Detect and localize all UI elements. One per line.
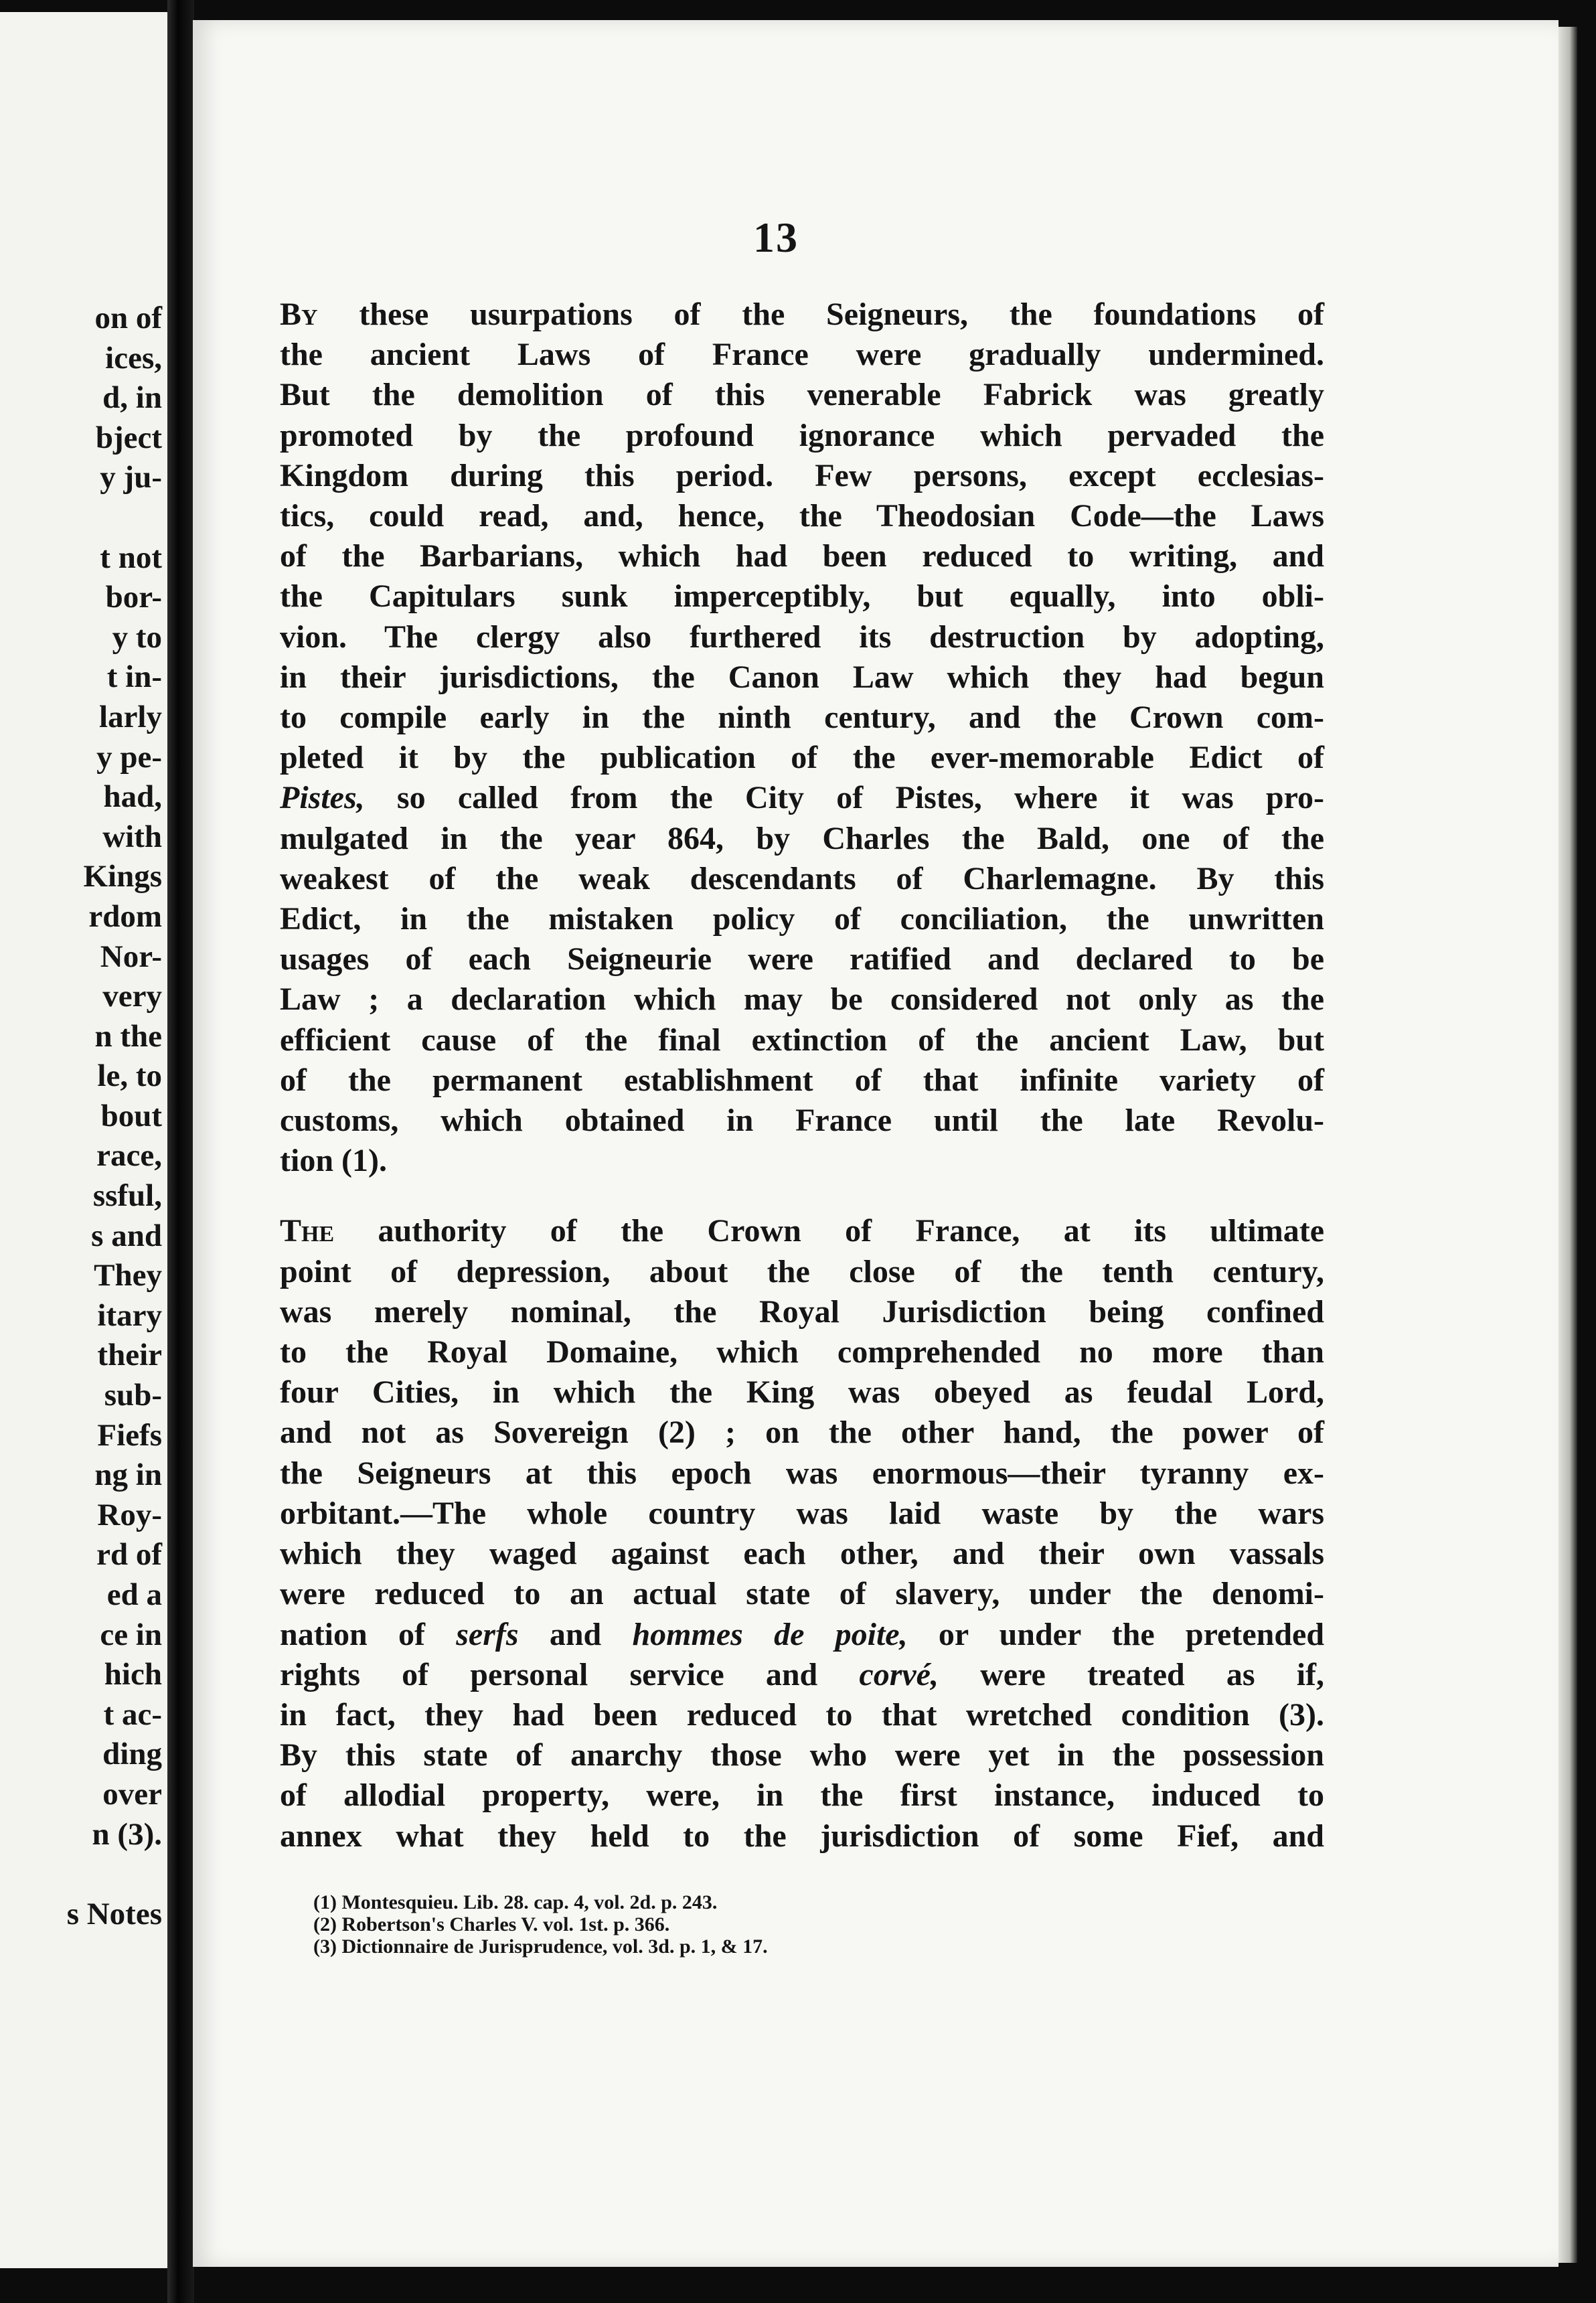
italic-term: Pistes, (280, 780, 365, 816)
left-page-fragment: their (97, 1338, 162, 1373)
text-line (280, 1655, 1324, 1695)
left-page-text-fragments (1, 299, 162, 1934)
footnote: (3) Dictionnaire de Jurisprudence, vol. 3d. p. 1, & 17. (313, 1935, 768, 1958)
paragraph-1 (280, 295, 1324, 1181)
left-page-fragment: race, (96, 1138, 162, 1174)
left-page-fragment: rdom (88, 898, 162, 934)
text-line: Law ; a declaration which may be considered not only as the (280, 981, 1324, 1018)
left-page-fragment: had, (103, 779, 162, 815)
left-page-fragment: n (3). (92, 1816, 162, 1852)
italic-term: serfs (456, 1616, 519, 1652)
line-text: and (549, 1616, 602, 1652)
left-page-fragment: y to (112, 619, 162, 655)
line-text: rights of personal service and (280, 1656, 818, 1692)
left-page-fragment: bor- (105, 580, 162, 615)
text-line: vion. The clergy also furthered its destruction by adopting, (280, 619, 1324, 655)
page-number: 13 (753, 214, 799, 261)
text-line: promoted by the profound ignorance which pervaded the (280, 417, 1324, 453)
text-line: usages of each Seigneurie were ratified and declared to be (280, 941, 1324, 977)
left-page-fragment: over (102, 1776, 162, 1812)
paragraph-lead: By (280, 297, 318, 332)
text-line: to the Royal Domaine, which comprehended no more than (280, 1334, 1324, 1370)
left-page-fragment: bject (95, 420, 162, 455)
footnotes (313, 1891, 983, 1958)
footnote: (1) Montesquieu. Lib. 28. cap. 4, vol. 2d. p. 243. (313, 1891, 718, 1913)
left-page-fragment: hich (104, 1657, 162, 1692)
text-line: By this state of anarchy those who were yet in the possession (280, 1737, 1324, 1773)
text-line: tics, could read, and, hence, the Theodosian Code—the Laws (280, 498, 1324, 534)
text-line: of allodial property, were, in the first instance, induced to (280, 1777, 1324, 1814)
text-line: to compile early in the ninth century, and the Crown com- (280, 700, 1324, 736)
text-line: four Cities, in which the King was obeyed as feudal Lord, (280, 1374, 1324, 1411)
text-line: which they waged against each other, and their own vassals (280, 1536, 1324, 1572)
text-line: efficient cause of the final extinction of the ancient Law, but (280, 1022, 1324, 1058)
text-line: point of depression, about the close of the tenth century, (280, 1253, 1324, 1289)
line-text: authority of the Crown of France, at its ultimate (334, 1213, 1324, 1249)
text-line (280, 295, 1324, 335)
line-text: so called from the City of Pistes, where it was pro- (396, 780, 1325, 816)
text-line: tion (1). (280, 1143, 387, 1179)
text-line: were reduced to an actual state of slavery, under the denomi- (280, 1576, 1324, 1612)
italic-term: hommes de poite, (632, 1616, 908, 1652)
text-line: pleted it by the publication of the ever-memorable Edict of (280, 740, 1324, 776)
text-line (280, 1211, 1324, 1251)
left-page-fragment: t in- (106, 659, 162, 695)
left-page-fragment: ssful, (92, 1178, 162, 1214)
left-page-fragment (1, 1854, 162, 1895)
text-line: But the demolition of this venerable Fabrick was greatly (280, 377, 1324, 413)
book-gutter (167, 0, 194, 2303)
left-page-fragment: t ac- (103, 1696, 162, 1732)
left-page-fragment: y pe- (96, 739, 162, 775)
left-page-fragment: larly (99, 699, 162, 734)
text-line: the ancient Laws of France were gradually undermined. (280, 337, 1324, 373)
paragraph-gap (280, 1181, 1324, 1211)
text-line: and not as Sovereign (2) ; on the other hand, the power of (280, 1415, 1324, 1451)
text-line: in their jurisdictions, the Canon Law which they had begun (280, 659, 1324, 695)
text-line: the Capitulars sunk imperceptibly, but equally, into obli- (280, 578, 1324, 615)
left-page-fragment: with (102, 819, 162, 854)
body-text (280, 295, 1324, 1856)
left-page-fragment: Roy- (97, 1497, 162, 1532)
left-page-fragment: ding (102, 1737, 162, 1772)
text-line: mulgated in the year 864, by Charles the Bald, one of the (280, 820, 1324, 856)
left-page-fragment: rd of (96, 1537, 162, 1573)
text-line: the Seigneurs at this epoch was enormous—their tyranny ex- (280, 1455, 1324, 1491)
text-line: of the Barbarians, which had been reduced to writing, and (280, 538, 1324, 574)
line-text: nation of (280, 1616, 425, 1652)
paragraph-lead: The (280, 1213, 335, 1249)
text-line: annex what they held to the jurisdiction of some Fief, and (280, 1818, 1324, 1854)
left-page-fragment: le, to (97, 1058, 162, 1094)
text-line: of the permanent establishment of that infinite variety of (280, 1062, 1324, 1098)
left-page-fragment: sub- (104, 1378, 162, 1413)
left-page-fragment: Fiefs (97, 1417, 162, 1453)
left-page-fragment: ed a (106, 1577, 162, 1612)
text-line: Edict, in the mistaken policy of conciliation, the unwritten (280, 901, 1324, 937)
text-line: was merely nominal, the Royal Jurisdiction being confined (280, 1293, 1324, 1330)
left-page-fragment (1, 498, 162, 538)
left-page-fragment: ng in (94, 1457, 162, 1493)
left-page-fragment: Kings (83, 859, 162, 894)
left-page-fragment: s and (91, 1218, 162, 1253)
left-page-fragment: itary (97, 1297, 162, 1333)
left-page-fragment: y ju- (100, 460, 162, 495)
left-page-fragment: bout (100, 1098, 162, 1133)
left-page-fragment: ices, (105, 340, 162, 376)
left-page-fragment: d, in (102, 380, 162, 416)
left-page-fragment: n the (94, 1018, 162, 1054)
left-page-fragment: t not (100, 540, 162, 575)
paragraph-2 (280, 1211, 1324, 1856)
footnote: (2) Robertson's Charles V. vol. 1st. p. 366. (313, 1913, 670, 1935)
line-text: were treated as if, (980, 1656, 1325, 1692)
italic-term: corvé, (859, 1656, 939, 1692)
line-text: these usurpations of the Seigneurs, the foundations of (317, 297, 1324, 332)
text-line: in fact, they had been reduced to that wretched condition (3). (280, 1696, 1324, 1733)
text-line (280, 778, 1324, 818)
line-text: or under the pretended (938, 1616, 1325, 1652)
text-line: customs, which obtained in France until the late Revolu- (280, 1103, 1324, 1139)
left-page-fragment: on of (94, 301, 162, 335)
left-page-fragment: very (102, 979, 162, 1014)
left-page-fragment: They (94, 1258, 162, 1293)
left-page-fragment: Nor- (100, 939, 162, 974)
text-line: orbitant.—The whole country was laid waste by the wars (280, 1495, 1324, 1531)
left-page-edge (0, 12, 167, 2268)
text-line: Kingdom during this period. Few persons, except ecclesias- (280, 457, 1324, 493)
text-line (280, 1615, 1324, 1655)
left-page-fragment: ce in (100, 1617, 162, 1652)
left-page-fragment: s Notes (66, 1896, 162, 1931)
page-edge-shadow (1559, 27, 1577, 2263)
text-line: weakest of the weak descendants of Charlemagne. By this (280, 860, 1324, 896)
